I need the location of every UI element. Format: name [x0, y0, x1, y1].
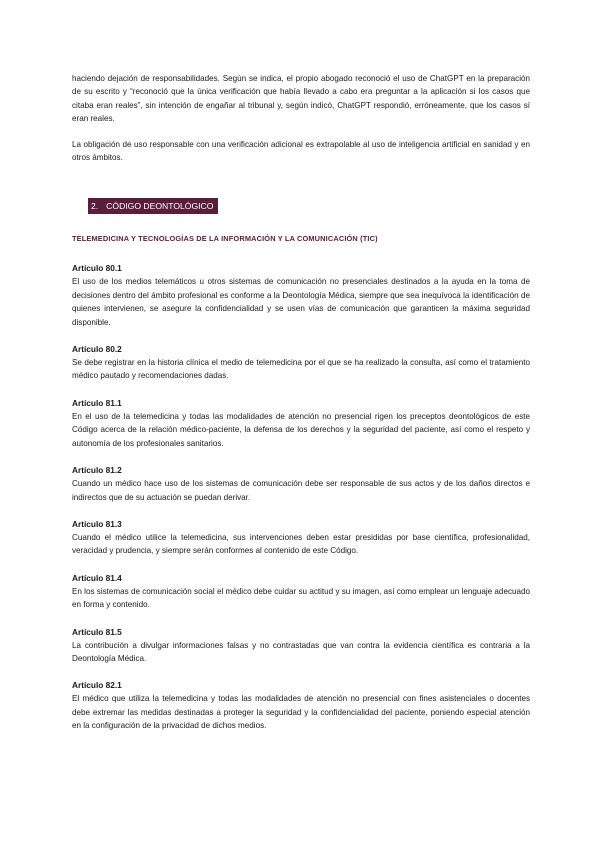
article-title: Artículo 82.1	[72, 680, 122, 691]
article	[72, 679, 530, 732]
article	[72, 572, 530, 612]
article-title: Artículo 81.2	[72, 465, 122, 476]
article-text: Cuando un médico hace uso de los sistemas de comunicación debe ser responsable de sus actos y de los daños directos e indirectos que de su actuación se puedan derivar.	[72, 479, 530, 502]
article	[72, 518, 530, 558]
article	[72, 262, 530, 329]
article-text: Cuando el médico utilice la telemedicina, sus intervenciones deben estar presididas por base científica, profesionalidad, veracidad y prudencia, y siempre serán conformes al contenido de este Código.	[72, 532, 530, 556]
article	[72, 343, 530, 383]
section-heading	[88, 198, 218, 214]
article-text: La contribución a divulgar informaciones falsas y no contrastadas que van contra la evidencia científica es contraria a la Deontología Médica.	[72, 640, 530, 663]
article	[72, 626, 530, 666]
subheading: TELEMEDICINA Y TECNOLOGÍAS DE LA INFORMACIÓN Y LA COMUNICACIÓN (TIC)	[72, 234, 378, 244]
article-text: El médico que utiliza la telemedicina y todas las modalidades de atención no presencial con fines asistenciales o docentes debe extremar las medidas destinadas a proteger la seguridad y la confidencialidad del paciente, poniendo especial atención en la configuración de la privacidad de dichos medios.	[72, 694, 530, 731]
article-title: Artículo 81.1	[72, 397, 122, 408]
section-heading-wrap	[88, 196, 530, 214]
article-text: Se debe registrar en la historia clínica el medio de telemedicina por el que se ha realizado la consulta, así como el tratamiento médico pautado y recomendaciones dadas.	[72, 358, 530, 381]
article-text: En el uso de la telemedicina y todas las modalidades de atención no presencial rigen los preceptos deontológicos de este Código acerca de la relación médico-paciente, la defensa de los derechos y la seguridad del paciente, así como el respeto y autonomía de los profesionales sanitarios.	[72, 411, 530, 448]
section-number: 2.	[91, 201, 99, 212]
intro-paragraph-1: haciendo dejación de responsabilidades. Según se indica, el propio abogado reconoció el uso de ChatGPT en la preparación de su escrito y “reconoció que la única verificación que había llevado a cabo era preguntar a la aplicación si los casos que citaba eran reales”, sin intención de engañar al tribunal y, según indicó, ChatGPT respondió, erróneamente, que los casos sí eran reales.	[72, 74, 530, 124]
section-title: CÓDIGO DEONTOLÓGICO	[106, 201, 214, 212]
article-text: El uso de los medios telemáticos u otros sistemas de comunicación no presenciales destinados a la ayuda en la toma de decisiones dentro del ámbito profesional es conforme a la Deontología Médica, siempre que sea inequívoca la identificación de quienes intervienen, se asegure la confidencialidad y se usen vías de comunicación que garanticen la máxima seguridad disponible.	[72, 277, 530, 327]
article	[72, 464, 530, 504]
article-title: Artículo 81.4	[72, 572, 122, 583]
article-title: Artículo 80.2	[72, 344, 122, 355]
article	[72, 397, 530, 450]
article-list	[72, 262, 530, 732]
article-text: En los sistemas de comunicación social el médico debe cuidar su actitud y su imagen, así como emplear un lenguaje adecuado en forma y contenido.	[72, 586, 530, 610]
intro-paragraph-2: La obligación de uso responsable con una verificación adicional es extrapolable al uso de inteligencia artificial en sanidad y en otros ámbitos.	[72, 139, 530, 163]
article-title: Artículo 80.1	[72, 263, 122, 274]
article-title: Artículo 81.3	[72, 518, 122, 529]
article-title: Artículo 81.5	[72, 626, 122, 637]
page-content	[72, 72, 530, 733]
